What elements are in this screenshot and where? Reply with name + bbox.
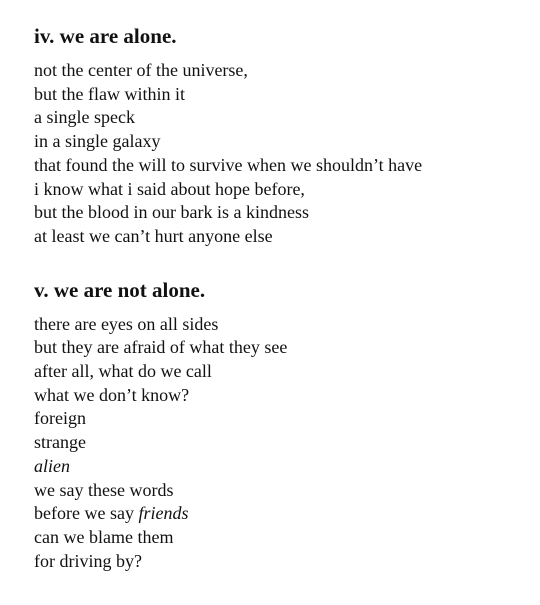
stanza: [34, 313, 530, 574]
poem-line: in a single galaxy: [34, 131, 161, 152]
poem-line: what we don’t know?: [34, 384, 190, 405]
poem-line: [34, 455, 530, 479]
poem-line: can we blame them: [34, 526, 174, 547]
poem-line: after all, what do we call: [34, 361, 212, 382]
stanza: [34, 59, 530, 249]
poem-line: there are eyes on all sides: [34, 313, 219, 334]
poem-line: [34, 502, 530, 526]
poem-line: a single speck: [34, 107, 135, 128]
poem-line: that found the will to survive when we shouldn’t have: [34, 154, 423, 175]
section-title: v. we are not alone.: [34, 277, 206, 302]
italic-word: alien: [34, 455, 70, 476]
poem-line: foreign: [34, 408, 86, 429]
line-text: before we say: [34, 503, 139, 524]
poem-line: but the flaw within it: [34, 83, 185, 104]
poem-line: not the center of the universe,: [34, 60, 248, 80]
section-title: iv. we are alone.: [34, 24, 177, 48]
poem-line: at least we can’t hurt anyone else: [34, 225, 273, 246]
section-iv: [34, 22, 530, 249]
italic-word: friends: [138, 503, 189, 524]
poem-line: but the blood in our bark is a kindness: [34, 202, 309, 223]
poem-line: we say these words: [34, 479, 174, 500]
poem-line: for driving by?: [34, 550, 142, 571]
poem-page: [34, 22, 530, 573]
section-v: [34, 276, 530, 574]
poem-line: i know what i said about hope before,: [34, 178, 305, 199]
poem-line: but they are afraid of what they see: [34, 337, 288, 358]
poem-line: strange: [34, 432, 86, 453]
